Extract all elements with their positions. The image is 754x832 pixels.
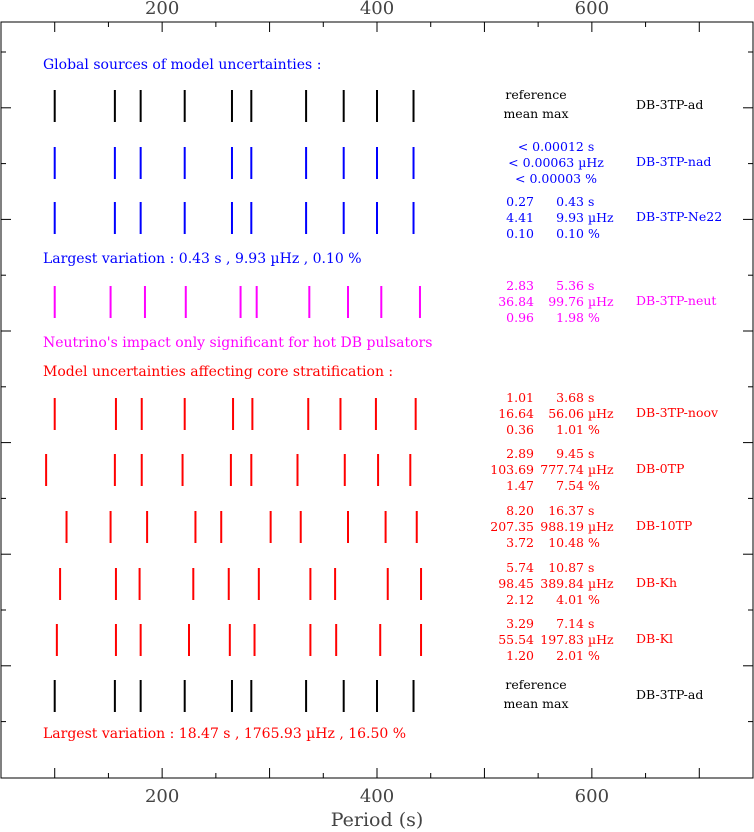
stats-mean: 3.72 [506, 535, 534, 550]
annotation-text: Neutrino's impact only significant for hot DB pulsators [43, 335, 433, 351]
stats-mean: 207.35 [490, 519, 534, 534]
stats-value: < 0.00012 s [517, 139, 595, 154]
stats-unit: % [588, 648, 600, 663]
stats-unit: s [588, 503, 595, 518]
stats-unit: µHz [588, 519, 614, 534]
annotation-text: Largest variation : 0.43 s , 9.93 µHz , 0.10 % [43, 251, 362, 267]
x-tick-label-top: 200 [144, 0, 180, 19]
stats-unit: s [588, 194, 595, 209]
stats-unit: µHz [588, 462, 614, 477]
stats-mean: 1.47 [506, 478, 534, 493]
stats-unit: s [588, 390, 595, 405]
stats-max: 4.01 [556, 592, 584, 607]
stats-max: 5.36 [556, 278, 584, 293]
stats-max: 7.14 [556, 616, 584, 631]
stats-mean: 36.84 [498, 294, 534, 309]
stats-mean: 4.41 [506, 210, 534, 225]
stats-header-mean-max: mean max [503, 106, 569, 121]
stats-unit: µHz [588, 406, 614, 421]
stats-mean: 98.45 [498, 576, 534, 591]
model-label: DB-3TP-neut [636, 293, 717, 308]
stats-unit: s [588, 278, 595, 293]
x-tick-label-top: 400 [359, 0, 395, 19]
stats-mean: 8.20 [506, 503, 534, 518]
model-label: DB-3TP-ad [636, 97, 704, 112]
stats-max: 56.06 [548, 406, 584, 421]
stats-unit: % [588, 535, 600, 550]
stats-max: 777.74 [540, 462, 584, 477]
stats-unit: s [588, 560, 595, 575]
x-tick-label-top: 600 [574, 0, 610, 19]
stats-header-reference: reference [505, 87, 567, 102]
model-label: DB-3TP-Ne22 [636, 209, 723, 224]
stats-unit: µHz [588, 294, 614, 309]
stats-unit: s [588, 446, 595, 461]
stats-mean: 103.69 [490, 462, 534, 477]
stats-max: 1.01 [556, 422, 584, 437]
model-label: DB-10TP [636, 518, 693, 533]
stats-max: 10.87 [548, 560, 584, 575]
stats-max: 0.43 [556, 194, 584, 209]
model-label: DB-3TP-nad [636, 154, 712, 169]
stats-max: 389.84 [540, 576, 584, 591]
model-label: DB-3TP-ad [636, 687, 704, 702]
stats-unit: % [588, 226, 600, 241]
stats-max: 16.37 [548, 503, 584, 518]
plot-frame [1, 22, 753, 778]
model-label: DB-Kh [636, 575, 678, 590]
stats-unit: % [588, 592, 600, 607]
model-label: DB-Kl [636, 631, 673, 646]
period-marks [46, 90, 421, 712]
stats-mean: 1.01 [506, 390, 534, 405]
x-tick-label-bottom: 400 [359, 786, 395, 807]
stats-mean: 55.54 [498, 632, 534, 647]
stats-mean: 0.36 [506, 422, 534, 437]
stats-max: 0.10 [556, 226, 584, 241]
annotation-text: Global sources of model uncertainties : [43, 57, 322, 73]
model-label: DB-3TP-noov [636, 405, 719, 420]
stats-unit: % [588, 310, 600, 325]
stats-max: 988.19 [540, 519, 584, 534]
stats-mean: 16.64 [498, 406, 534, 421]
stats-unit: µHz [588, 576, 614, 591]
stats-max: 1.98 [556, 310, 584, 325]
model-label: DB-0TP [636, 461, 685, 476]
stats-unit: µHz [588, 210, 614, 225]
stats-max: 3.68 [556, 390, 584, 405]
stats-mean: 0.27 [506, 194, 534, 209]
stats-mean: 2.89 [506, 446, 534, 461]
x-axis-label: Period (s) [330, 809, 424, 831]
annotation-text: Largest variation : 18.47 s , 1765.93 µHz , 16.50 % [43, 726, 407, 742]
stats-max: 197.83 [540, 632, 584, 647]
stats-mean: 0.96 [506, 310, 534, 325]
stats-max: 9.93 [556, 210, 584, 225]
stats-mean: 0.10 [506, 226, 534, 241]
stats-unit: µHz [588, 632, 614, 647]
stats-mean: 5.74 [506, 560, 534, 575]
stats-max: 99.76 [548, 294, 584, 309]
stats-value: < 0.00003 % [515, 171, 597, 186]
x-tick-label-bottom: 600 [574, 786, 610, 807]
stats-mean: 3.29 [506, 616, 534, 631]
x-tick-label-bottom: 200 [144, 786, 180, 807]
stats-mean: 1.20 [506, 648, 534, 663]
stats-unit: % [588, 422, 600, 437]
stats-unit: s [588, 616, 595, 631]
stats-mean: 2.83 [506, 278, 534, 293]
stats-header-mean-max: mean max [503, 696, 569, 711]
stats-max: 9.45 [556, 446, 584, 461]
stats-header-reference: reference [505, 677, 567, 692]
annotation-text: Model uncertainties affecting core stratification : [43, 364, 394, 380]
stats-value: < 0.00063 µHz [508, 155, 604, 170]
stats-max: 2.01 [556, 648, 584, 663]
stats-unit: % [588, 478, 600, 493]
labels [43, 57, 722, 742]
stats-max: 10.48 [548, 535, 584, 550]
stats-max: 7.54 [556, 478, 584, 493]
stats-mean: 2.12 [506, 592, 534, 607]
